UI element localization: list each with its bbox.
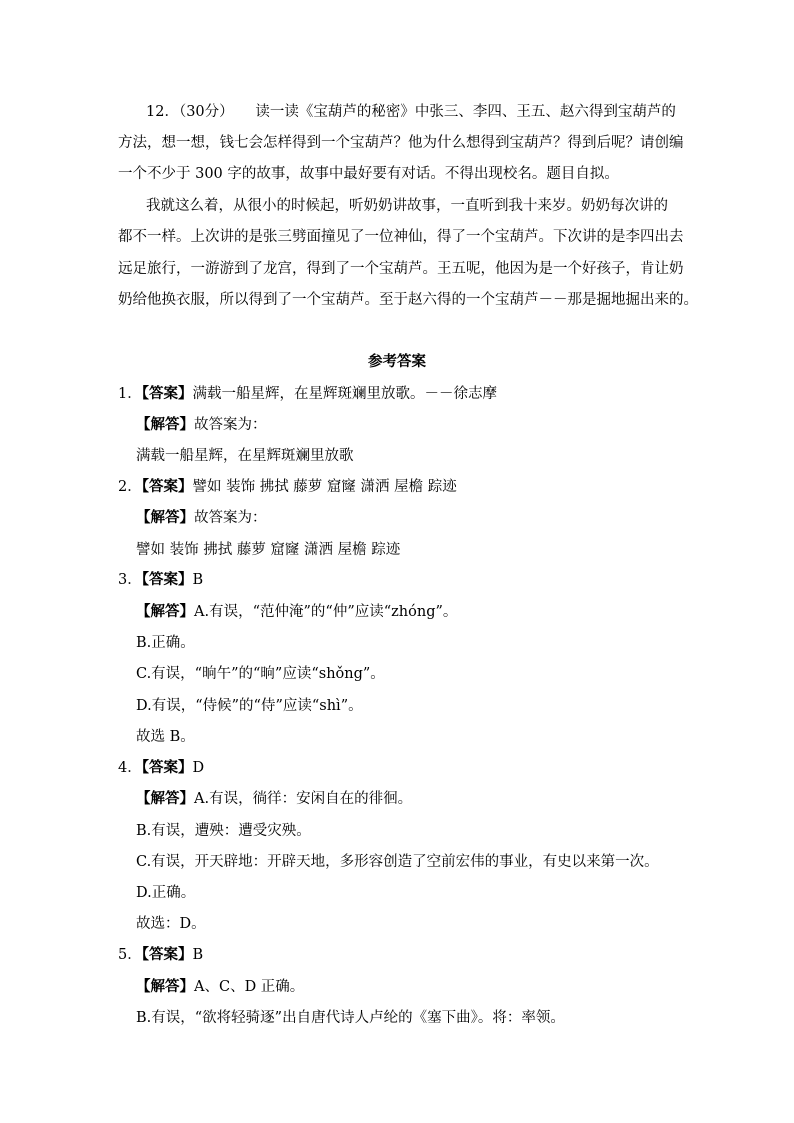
explanation-tag: 【解答】 xyxy=(136,603,194,620)
explanation-5-line-2: B.有误，“欲将轻骑逐”出自唐代诗人卢纶的《塞下曲》。将：率领。 xyxy=(136,1010,565,1026)
explanation-2 xyxy=(136,508,267,528)
explanation-3 xyxy=(136,602,457,622)
answer-3 xyxy=(118,570,203,590)
answer-number: 4． xyxy=(118,760,142,776)
q12-line-1: 12．（30分） 读一读《宝葫芦的秘密》中张三、李四、王五、赵六得到宝葫芦的 xyxy=(146,104,676,120)
explanation-4 xyxy=(136,789,412,809)
explanation-tag: 【解答】 xyxy=(136,416,194,433)
explanation-2-line-2: 譬如 装饰 拂拭 藤萝 窟窿 潇洒 屋檐 踪迹 xyxy=(136,542,401,558)
answer-tag: 【答案】 xyxy=(141,478,193,495)
explanation-tag: 【解答】 xyxy=(136,790,194,807)
explanation-1 xyxy=(136,415,267,435)
answer-1 xyxy=(118,384,497,404)
explanation-3-line-4: D.有误，“侍候”的“侍”应读“shì”。 xyxy=(136,698,363,714)
answer-text: D xyxy=(192,760,205,776)
answer-number: 2． xyxy=(118,479,142,495)
explanation-text: A、C、D 正确。 xyxy=(194,979,305,995)
explanation-tag: 【解答】 xyxy=(136,978,194,995)
explanation-4-line-5: 故选：D。 xyxy=(136,916,206,932)
answer-tag: 【答案】 xyxy=(141,946,193,963)
explanation-text: 故答案为： xyxy=(194,510,267,526)
explanation-text: A.有误，徜徉：安闲自在的徘徊。 xyxy=(194,791,413,807)
q12-line-2: 方法，想一想，钱七会怎样得到一个宝葫芦？他为什么想得到宝葫芦？得到后呢？请创编 xyxy=(118,135,684,151)
explanation-4-line-3: C.有误，开天辟地：开辟天地，多形容创造了空前宏伟的事业，有史以来第一次。 xyxy=(136,854,659,870)
answer-5 xyxy=(118,945,203,965)
explanation-5 xyxy=(136,977,304,997)
answer-text: 满载一船星辉，在星辉斑斓里放歌。－－徐志摩 xyxy=(192,386,497,402)
explanation-3-line-2: B.正确。 xyxy=(136,635,195,651)
answer-number: 1． xyxy=(118,386,142,402)
answer-text: B xyxy=(192,572,204,588)
q12-line-3: 一个不少于 300 字的故事，故事中最好要有对话。不得出现校名。题目自拟。 xyxy=(118,166,619,182)
answer-tag: 【答案】 xyxy=(141,385,193,402)
explanation-text: A.有误，“范仲淹”的“仲”应读“zhóng”。 xyxy=(194,604,458,620)
answer-text: B xyxy=(192,947,204,963)
passage-line-3: 远足旅行，一游游到了龙宫，得到了一个宝葫芦。王五呢，他因为是一个好孩子，肯让奶 xyxy=(118,261,684,277)
explanation-text: 故答案为： xyxy=(194,417,267,433)
explanation-4-line-2: B.有误，遭殃：遭受灾殃。 xyxy=(136,823,311,839)
explanation-4-line-4: D.正确。 xyxy=(136,885,196,901)
answers-title: 参考答案 xyxy=(368,353,426,370)
explanation-tag: 【解答】 xyxy=(136,509,194,526)
explanation-1-line-2: 满载一船星辉，在星辉斑斓里放歌 xyxy=(136,448,354,464)
answer-number: 5． xyxy=(118,947,142,963)
explanation-3-line-5: 故选 B。 xyxy=(136,729,195,745)
answer-4 xyxy=(118,758,204,778)
explanation-3-line-3: C.有误，“晌午”的“晌”应读“shǒng”。 xyxy=(136,666,385,682)
passage-line-4: 奶给他换衣服，所以得到了一个宝葫芦。至于赵六得的一个宝葫芦－－那是掘地掘出来的。 xyxy=(118,292,698,308)
answer-tag: 【答案】 xyxy=(141,759,193,776)
passage-line-1: 我就这么着，从很小的时候起，听奶奶讲故事，一直听到我十来岁。奶奶每次讲的 xyxy=(146,198,668,214)
answer-2 xyxy=(118,477,457,497)
answer-text: 譬如 装饰 拂拭 藤萝 窟窿 潇洒 屋檐 踪迹 xyxy=(192,479,457,495)
answer-number: 3． xyxy=(118,572,142,588)
passage-line-2: 都不一样。上次讲的是张三劈面撞见了一位神仙，得了一个宝葫芦。下次讲的是李四出去 xyxy=(118,229,684,245)
answer-tag: 【答案】 xyxy=(141,571,193,588)
